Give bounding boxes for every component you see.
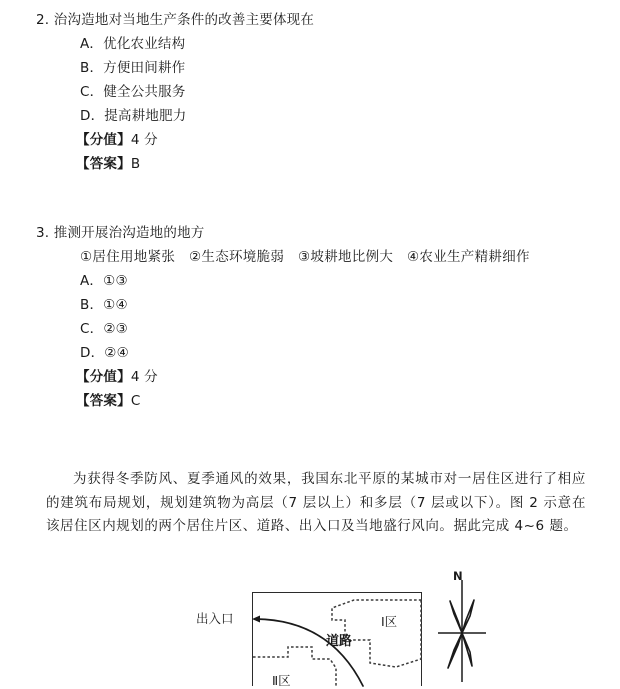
answer-value: C xyxy=(130,393,141,409)
wind-rose-petal-sw xyxy=(448,633,462,668)
question-item-list: ①居住用地紧张 ②生态环境脆弱 ③坡耕地比例大 ④农业生产精耕细作 xyxy=(80,249,530,265)
passage-paragraph: 为获得冬季防风、夏季通风的效果，我国东北平原的某城市对一居住区进行了相应的建筑布局规划，规划建筑物为高层（7 层以上）和多层（7 层或以下）。图 2 示意在该居住区内规划的两个居住片区、道路、出入口及当地盛行风向。据此完成 4~6 题。 xyxy=(46,471,586,534)
option-d[interactable]: D．提高耕地肥力 xyxy=(80,108,187,124)
option-d[interactable]: D．②④ xyxy=(80,345,129,361)
answer-value: B xyxy=(130,156,141,172)
question-number: 2. xyxy=(36,12,50,28)
option-c[interactable]: C．②③ xyxy=(80,321,128,337)
question-block-2 xyxy=(0,8,620,176)
option-c[interactable]: C．健全公共服务 xyxy=(80,84,186,100)
score-label: 【分值】 xyxy=(76,369,131,385)
north-label: N xyxy=(453,569,463,583)
score-line xyxy=(0,128,620,152)
score-value: 4 分 xyxy=(130,132,158,148)
answer-line xyxy=(0,152,620,176)
question-number: 3. xyxy=(36,225,50,241)
question-stem xyxy=(0,221,620,245)
option-b[interactable]: B．方便田间耕作 xyxy=(80,60,186,76)
wind-rose-petal-ne xyxy=(462,600,474,633)
wind-rose-petal-se xyxy=(462,633,472,666)
answer-line xyxy=(0,389,620,413)
question-stem-text: 治沟造地对当地生产条件的改善主要体现在 xyxy=(53,12,315,28)
road-label: 道路 xyxy=(326,634,353,649)
option-a[interactable]: A．优化农业结构 xyxy=(80,36,186,52)
zone-2-boundary xyxy=(253,647,336,686)
answer-label: 【答案】 xyxy=(76,156,131,172)
entrance-arrow-icon xyxy=(252,616,260,623)
map-graphics xyxy=(0,586,620,686)
figure-2-residential-district-map xyxy=(0,586,620,686)
zone-1-label: Ⅰ区 xyxy=(381,614,398,629)
score-label: 【分值】 xyxy=(76,132,131,148)
zone-2-label: Ⅱ区 xyxy=(272,673,291,688)
wind-rose-petal-nw xyxy=(450,601,462,633)
option-b[interactable]: B．①④ xyxy=(80,297,128,313)
option-a[interactable]: A．①③ xyxy=(80,273,128,289)
question-stem-text: 推测开展治沟造地的地方 xyxy=(53,225,205,241)
question-stem xyxy=(0,8,620,32)
entrance-label: 出入口 xyxy=(196,611,234,626)
score-value: 4 分 xyxy=(130,369,158,385)
answer-label: 【答案】 xyxy=(76,393,131,409)
score-line xyxy=(0,365,620,389)
question-block-3 xyxy=(0,221,620,413)
